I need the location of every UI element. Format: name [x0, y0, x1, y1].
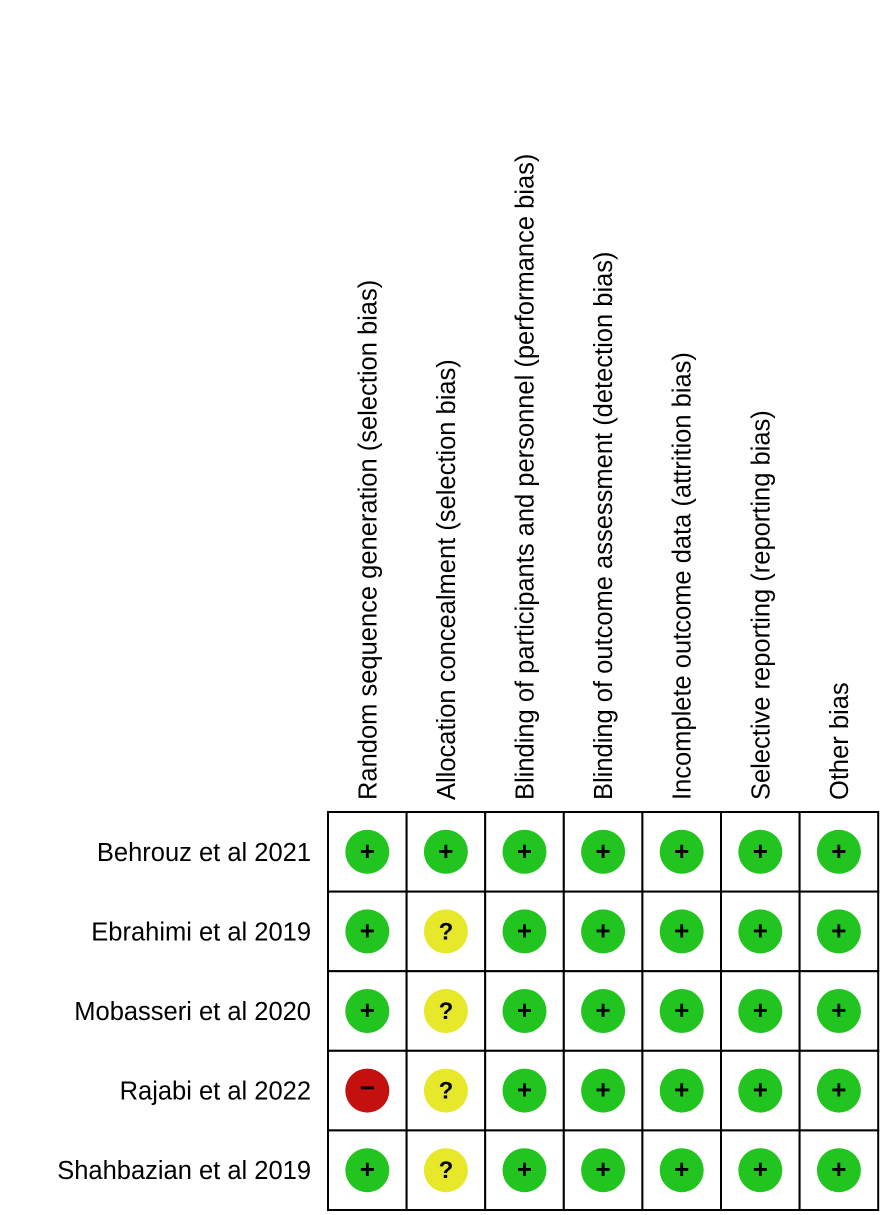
- judgement-glyph: +: [595, 995, 611, 1025]
- column-headers: [354, 154, 854, 800]
- judgement-glyph: +: [752, 1154, 768, 1185]
- judgement-glyph: +: [516, 1154, 533, 1185]
- judgement-glyph: +: [359, 995, 375, 1025]
- judgement-glyph: +: [438, 835, 454, 866]
- column-header: Selective reporting (reporting bias): [747, 410, 776, 800]
- column-header: Allocation concealment (selection bias): [432, 359, 461, 800]
- study-label: Ebrahimi et al 2019: [91, 918, 311, 947]
- study-label: Shahbazian et al 2019: [57, 1157, 311, 1186]
- judgement-glyph: +: [752, 1074, 768, 1105]
- judgement-glyph: −: [359, 1072, 375, 1103]
- judgement-glyph: +: [516, 835, 533, 866]
- judgement-glyph: ?: [438, 918, 454, 946]
- judgement-glyph: ?: [438, 998, 454, 1025]
- judgement-glyph: +: [752, 995, 768, 1025]
- judgement-glyph: +: [595, 1154, 611, 1185]
- judgement-glyph: +: [752, 835, 768, 866]
- judgement-glyph: +: [359, 1154, 375, 1185]
- study-label: Rajabi et al 2022: [119, 1077, 311, 1106]
- judgement-glyph: ?: [438, 1077, 454, 1105]
- study-label: Behrouz et al 2021: [96, 838, 311, 867]
- judgement-glyph: +: [595, 915, 611, 946]
- judgement-glyph: +: [831, 835, 847, 866]
- judgement-glyph: +: [359, 835, 375, 866]
- judgement-glyph: +: [831, 1154, 847, 1185]
- row-labels: [57, 839, 311, 1185]
- column-header: Incomplete outcome data (attrition bias): [668, 352, 697, 800]
- judgement-glyph: +: [674, 915, 690, 946]
- study-label: Mobasseri et al 2020: [74, 998, 311, 1026]
- column-header: Blinding of outcome assessment (detection bias): [590, 251, 619, 800]
- judgement-glyph: +: [516, 995, 533, 1025]
- judgement-glyph: +: [674, 1074, 690, 1105]
- judgement-glyph: +: [516, 1074, 533, 1105]
- judgement-glyph: +: [595, 1074, 611, 1105]
- judgement-glyph: ?: [438, 1157, 454, 1185]
- judgement-glyph: +: [752, 915, 768, 946]
- column-header: Blinding of participants and personnel (performance bias): [511, 153, 540, 800]
- judgement-glyph: +: [359, 915, 375, 946]
- judgement-glyph: +: [595, 835, 611, 866]
- column-header: Other bias: [825, 682, 854, 800]
- judgement-glyph: +: [674, 1154, 690, 1185]
- judgement-glyph: +: [516, 915, 533, 946]
- judgement-glyph: +: [674, 995, 690, 1025]
- judgement-glyph: +: [831, 915, 847, 946]
- judgement-glyph: +: [674, 835, 690, 866]
- judgement-glyph: +: [831, 1074, 847, 1105]
- judgement-glyph: +: [831, 995, 847, 1025]
- column-header: Random sequence generation (selection bias): [354, 279, 383, 800]
- judgement-grid: [328, 812, 878, 1210]
